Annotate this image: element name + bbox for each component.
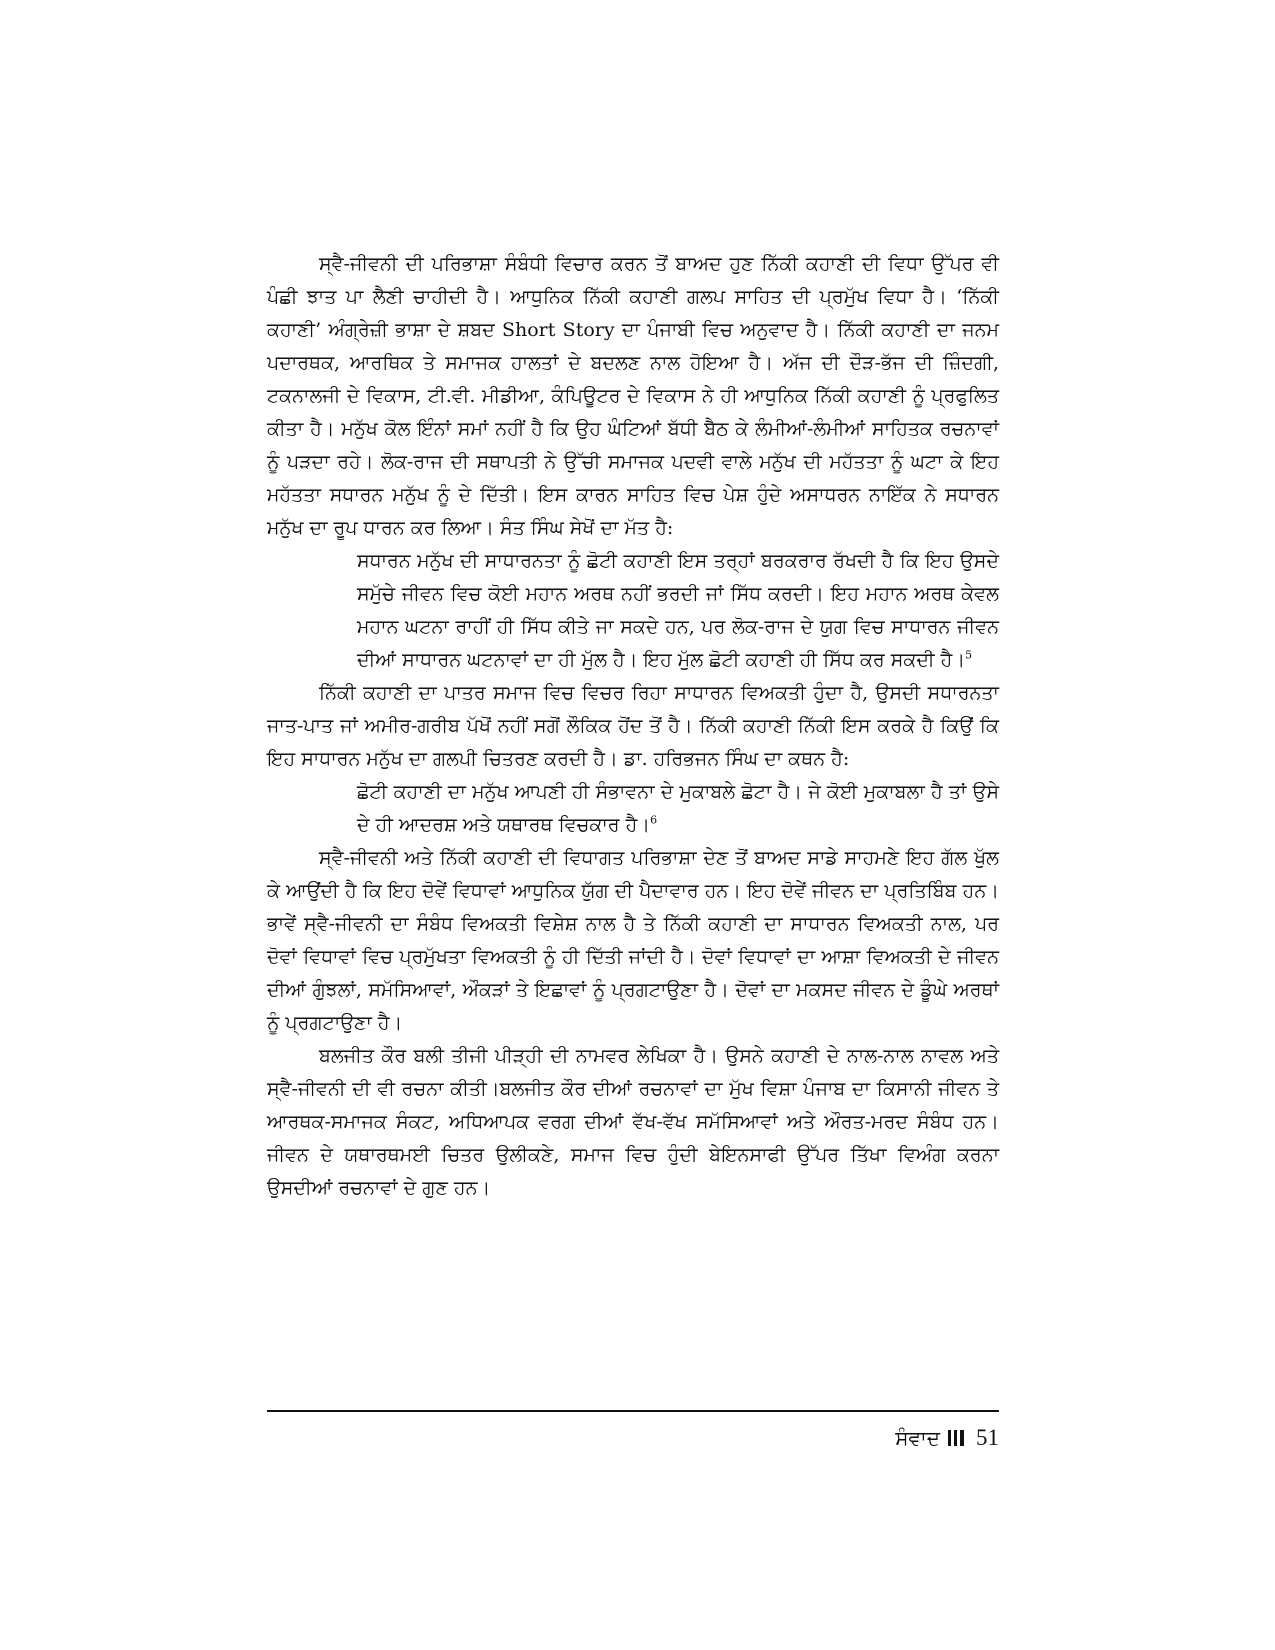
footer-divider [267, 1410, 999, 1412]
journal-name: ਸੰਵਾਦ [895, 1426, 940, 1450]
block-quote-1 [357, 545, 999, 677]
paragraph-4: ਬਲਜੀਤ ਕੌਰ ਬਲੀ ਤੀਜੀ ਪੀੜ੍ਹੀ ਦੀ ਨਾਮਵਰ ਲੇਖਿਕਾ ਹੈ। ਉਸਨੇ ਕਹਾਣੀ ਦੇ ਨਾਲ-ਨਾਲ ਨਾਵਲ ਅਤੇ ਸ੍ਵੈ-ਜੀਵਨੀ ਦੀ ਵੀ ਰਚਨਾ ਕੀਤੀ।ਬਲਜੀਤ ਕੌਰ ਦੀਆਂ ਰਚਨਾਵਾਂ ਦਾ ਮੁੱਖ ਵਿਸ਼ਾ ਪੰਜਾਬ ਦਾ ਕਿਸਾਨੀ ਜੀਵਨ ਤੇ ਆਰਥਕ-ਸਮਾਜਕ ਸੰਕਟ, ਅਧਿਆਪਕ ਵਰਗ ਦੀਆਂ ਵੱਖ-ਵੱਖ ਸਮੱਸਿਆਵਾਂ ਅਤੇ ਔਰਤ-ਮਰਦ ਸੰਬੰਧ ਹਨ। ਜੀਵਨ ਦੇ ਯਥਾਰਥਮਈ ਚਿਤਰ ਉਲੀਕਣੇ, ਸਮਾਜ ਵਿਚ ਹੁੰਦੀ ਬੇਇਨਸਾਫੀ ਉੱਪਰ ਤਿੱਖਾ ਵਿਅੰਗ ਕਰਨਾ ਉਸਦੀਆਂ ਰਚਨਾਵਾਂ ਦੇ ਗੁਣ ਹਨ। [267, 1045, 999, 1199]
page-footer [895, 1424, 999, 1452]
quote-text: ਛੋਟੀ ਕਹਾਣੀ ਦਾ ਮਨੁੱਖ ਆਪਣੀ ਹੀ ਸੰਭਾਵਨਾ ਦੇ ਮੁਕਾਬਲੇ ਛੋਟਾ ਹੈ। ਜੇ ਕੋਈ ਮੁਕਾਬਲਾ ਹੈ ਤਾਂ ਉਸੇ ਦੇ ਹੀ ਆਦਰਸ਼ ਅਤੇ ਯਥਾਰਥ ਵਿਚਕਾਰ ਹੈ। [357, 781, 999, 836]
footnote-ref-5: 5 [965, 648, 973, 662]
quote-text: ਸਧਾਰਨ ਮਨੁੱਖ ਦੀ ਸਾਧਾਰਨਤਾ ਨੂੰ ਛੋਟੀ ਕਹਾਣੀ ਇਸ ਤਰ੍ਹਾਂ ਬਰਕਰਾਰ ਰੱਖਦੀ ਹੈ ਕਿ ਇਹ ਉਸਦੇ ਸਮੁੱਚੇ ਜੀਵਨ ਵਿਚ ਕੋਈ ਮਹਾਨ ਅਰਥ ਨਹੀਂ ਭਰਦੀ ਜਾਂ ਸਿੱਧ ਕਰਦੀ। ਇਹ ਮਹਾਨ ਅਰਥ ਕੇਵਲ ਮਹਾਨ ਘਟਨਾ ਰਾਹੀਂ ਹੀ ਸਿੱਧ ਕੀਤੇ ਜਾ ਸਕਦੇ ਹਨ, ਪਰ ਲੋਕ-ਰਾਜ ਦੇ ਯੁਗ ਵਿਚ ਸਾਧਾਰਨ ਜੀਵਨ ਦੀਆਂ ਸਾਧਾਰਨ ਘਟਨਾਵਾਂ ਦਾ ਹੀ ਮੁੱਲ ਹੈ। ਇਹ ਮੁੱਲ ਛੋਟੀ ਕਹਾਣੀ ਹੀ ਸਿੱਧ ਕਰ ਸਕਦੀ ਹੈ। [357, 550, 999, 671]
body-text [267, 248, 999, 1205]
page-number: 51 [976, 1425, 999, 1450]
paragraph-2: ਨਿੱਕੀ ਕਹਾਣੀ ਦਾ ਪਾਤਰ ਸਮਾਜ ਵਿਚ ਵਿਚਰ ਰਿਹਾ ਸਾਧਾਰਨ ਵਿਅਕਤੀ ਹੁੰਦਾ ਹੈ, ਉਸਦੀ ਸਧਾਰਨਤਾ ਜਾਤ-ਪਾਤ ਜਾਂ ਅਮੀਰ-ਗਰੀਬ ਪੱਖੋਂ ਨਹੀਂ ਸਗੋਂ ਲੌਕਿਕ ਹੋਂਦ ਤੋਂ ਹੈ। ਨਿੱਕੀ ਕਹਾਣੀ ਨਿੱਕੀ ਇਸ ਕਰਕੇ ਹੈ ਕਿਉਂ ਕਿ ਇਹ ਸਾਧਾਰਨ ਮਨੁੱਖ ਦਾ ਗਲਪੀ ਚਿਤਰਣ ਕਰਦੀ ਹੈ। ਡਾ. ਹਰਿਭਜਨ ਸਿੰਘ ਦਾ ਕਥਨ ਹੈ: [267, 682, 999, 770]
bars-icon [948, 1430, 964, 1446]
paragraph-1: ਸ੍ਵੈ-ਜੀਵਨੀ ਦੀ ਪਰਿਭਾਸ਼ਾ ਸੰਬੰਧੀ ਵਿਚਾਰ ਕਰਨ ਤੋਂ ਬਾਅਦ ਹੁਣ ਨਿੱਕੀ ਕਹਾਣੀ ਦੀ ਵਿਧਾ ਉੱਪਰ ਵੀ ਪੰਛੀ ਝਾਤ ਪਾ ਲੈਣੀ ਚਾਹੀਦੀ ਹੈ। ਆਧੁਨਿਕ ਨਿੱਕੀ ਕਹਾਣੀ ਗਲਪ ਸਾਹਿਤ ਦੀ ਪ੍ਰਮੁੱਖ ਵਿਧਾ ਹੈ। ‘ਨਿੱਕੀ ਕਹਾਣੀ’ ਅੰਗ੍ਰੇਜ਼ੀ ਭਾਸ਼ਾ ਦੇ ਸ਼ਬਦ Short Story ਦਾ ਪੰਜਾਬੀ ਵਿਚ ਅਨੁਵਾਦ ਹੈ। ਨਿੱਕੀ ਕਹਾਣੀ ਦਾ ਜਨਮ ਪਦਾਰਥਕ, ਆਰਥਿਕ ਤੇ ਸਮਾਜਕ ਹਾਲਤਾਂ ਦੇ ਬਦਲਣ ਨਾਲ ਹੋਇਆ ਹੈ। ਅੱਜ ਦੀ ਦੌੜ-ਭੱਜ ਦੀ ਜ਼ਿੰਦਗੀ, ਟਕਨਾਲਜੀ ਦੇ ਵਿਕਾਸ, ਟੀ.ਵੀ. ਮੀਡੀਆ, ਕੰਪਿਊਟਰ ਦੇ ਵਿਕਾਸ ਨੇ ਹੀ ਆਧੁਨਿਕ ਨਿੱਕੀ ਕਹਾਣੀ ਨੂੰ ਪ੍ਰਫੁਲਿਤ ਕੀਤਾ ਹੈ। ਮਨੁੱਖ ਕੋਲ ਇੰਨਾਂ ਸਮਾਂ ਨਹੀਂ ਹੈ ਕਿ ਉਹ ਘੰਟਿਆਂ ਬੱਧੀ ਬੈਠ ਕੇ ਲੰਮੀਆਂ-ਲੰਮੀਆਂ ਸਾਹਿਤਕ ਰਚਨਾਵਾਂ ਨੂੰ ਪੜਦਾ ਰਹੇ। ਲੋਕ-ਰਾਜ ਦੀ ਸਥਾਪਤੀ ਨੇ ਉੱਚੀ ਸਮਾਜਕ ਪਦਵੀ ਵਾਲੇ ਮਨੁੱਖ ਦੀ ਮਹੱਤਤਾ ਨੂੰ ਘਟਾ ਕੇ ਇਹ ਮਹੱਤਤਾ ਸਧਾਰਨ ਮਨੁੱਖ ਨੂੰ ਦੇ ਦਿੱਤੀ। ਇਸ ਕਾਰਨ ਸਾਹਿਤ ਵਿਚ ਪੇਸ਼ ਹੁੰਦੇ ਅਸਾਧਰਨ ਨਾਇੱਕ ਨੇ ਸਧਾਰਨ ਮਨੁੱਖ ਦਾ ਰੂਪ ਧਾਰਨ ਕਰ ਲਿਆ। ਸੰਤ ਸਿੰਘ ਸੇਖੋਂ ਦਾ ਮੱਤ ਹੈ: [267, 253, 999, 539]
footnote-ref-6: 6 [650, 813, 658, 827]
paragraph-3: ਸ੍ਵੈ-ਜੀਵਨੀ ਅਤੇ ਨਿੱਕੀ ਕਹਾਣੀ ਦੀ ਵਿਧਾਗਤ ਪਰਿਭਾਸ਼ਾ ਦੇਣ ਤੋਂ ਬਾਅਦ ਸਾਡੇ ਸਾਹਮਣੇ ਇਹ ਗੱਲ ਖੁੱਲ ਕੇ ਆਉਂਦੀ ਹੈ ਕਿ ਇਹ ਦੋਵੇਂ ਵਿਧਾਵਾਂ ਆਧੁਨਿਕ ਯੁੱਗ ਦੀ ਪੈਦਾਵਾਰ ਹਨ। ਇਹ ਦੋਵੇਂ ਜੀਵਨ ਦਾ ਪ੍ਰਤਿਬਿੰਬ ਹਨ। ਭਾਵੇਂ ਸ੍ਵੈ-ਜੀਵਨੀ ਦਾ ਸੰਬੰਧ ਵਿਅਕਤੀ ਵਿਸ਼ੇਸ਼ ਨਾਲ ਹੈ ਤੇ ਨਿੱਕੀ ਕਹਾਣੀ ਦਾ ਸਾਧਾਰਨ ਵਿਅਕਤੀ ਨਾਲ, ਪਰ ਦੋਵਾਂ ਵਿਧਾਵਾਂ ਵਿਚ ਪ੍ਰਮੁੱਖਤਾ ਵਿਅਕਤੀ ਨੂੰ ਹੀ ਦਿੱਤੀ ਜਾਂਦੀ ਹੈ। ਦੋਵਾਂ ਵਿਧਾਵਾਂ ਦਾ ਆਸ਼ਾ ਵਿਅਕਤੀ ਦੇ ਜੀਵਨ ਦੀਆਂ ਗੁੰਝਲਾਂ, ਸਮੱਸਿਆਵਾਂ, ਔਕੜਾਂ ਤੇ ਇਛਾਵਾਂ ਨੂੰ ਪ੍ਰਗਟਾਉਣਾ ਹੈ। ਦੋਵਾਂ ਦਾ ਮਕਸਦ ਜੀਵਨ ਦੇ ਡੂੰਘੇ ਅਰਥਾਂ ਨੂੰ ਪ੍ਰਗਟਾਉਣਾ ਹੈ। [267, 847, 999, 1034]
block-quote-2 [357, 776, 999, 842]
